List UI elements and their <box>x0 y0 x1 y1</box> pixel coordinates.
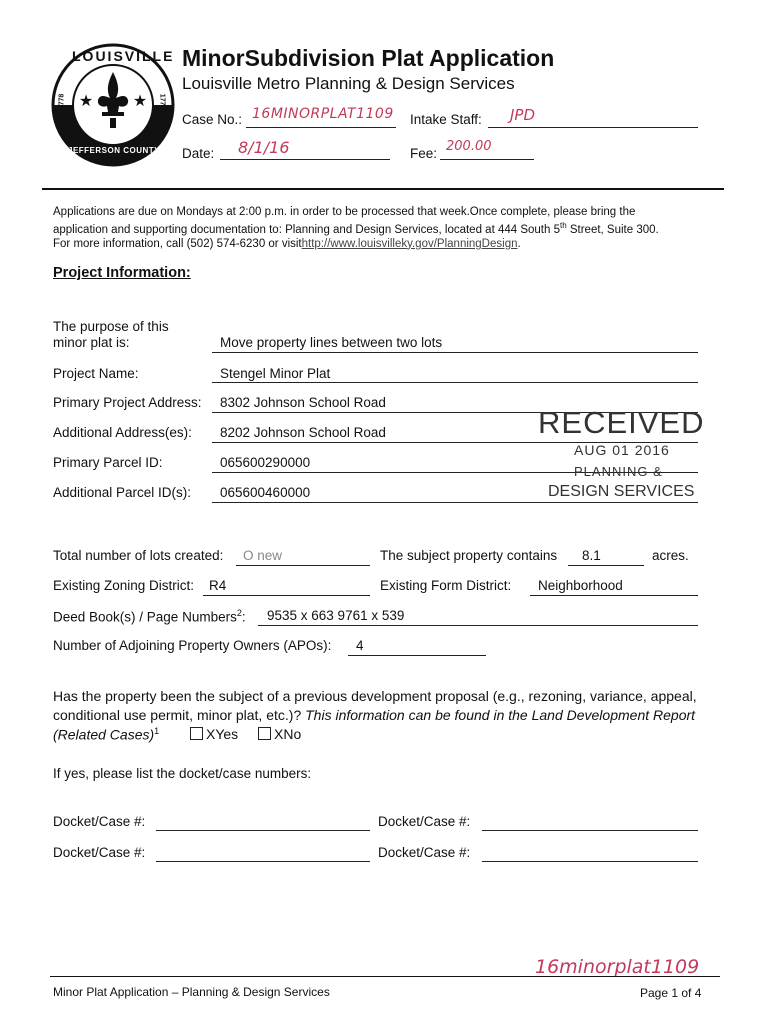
zoning-value[interactable]: R4 <box>209 578 227 593</box>
yes-checkbox[interactable]: XYes <box>190 726 238 742</box>
additional-address-label: Additional Address(es): <box>53 425 192 440</box>
primary-parcel-label: Primary Parcel ID: <box>53 455 163 470</box>
primary-parcel-value[interactable]: 065600290000 <box>220 455 311 470</box>
purpose-label-2: minor plat is: <box>53 335 130 350</box>
zoning-label: Existing Zoning District: <box>53 578 195 593</box>
case-no-label: Case No.: <box>182 112 243 127</box>
no-checkbox-box[interactable] <box>258 727 271 740</box>
subject-property-label: The subject property contains <box>380 548 558 563</box>
seal-year-left: 1778 <box>58 93 66 110</box>
primary-address-label: Primary Project Address: <box>53 395 202 410</box>
docket-label-3: Docket/Case #: <box>53 845 146 860</box>
footer-left: Minor Plat Application – Planning & Design Services <box>53 985 330 999</box>
primary-address-value[interactable]: 8302 Johnson School Road <box>220 395 386 410</box>
intro-line-3: For more information, call (502) 574-6230 or visithttp://www.louisvilleky.gov/PlanningDesign. <box>53 237 521 250</box>
purpose-value[interactable]: Move property lines between two lots <box>220 335 443 350</box>
received-stamp-line-4: DESIGN SERVICES <box>548 483 695 500</box>
intake-staff-value: JPD <box>510 106 536 124</box>
fee-value: 200.00 <box>446 139 492 154</box>
lots-label: Total number of lots created: <box>53 548 224 563</box>
no-checkbox[interactable]: XNo <box>258 726 301 742</box>
previous-question-line-2: conditional use permit, minor plat, etc.)? This information can be found in the Land Development Report <box>53 707 696 723</box>
date-value: 8/1/16 <box>238 138 290 157</box>
docket-label-4: Docket/Case #: <box>378 845 471 860</box>
page-subtitle: Louisville Metro Planning & Design Services <box>182 74 515 93</box>
form-district-label: Existing Form District: <box>380 578 512 593</box>
fee-label: Fee: <box>410 146 438 161</box>
svg-text:★: ★ <box>78 93 94 110</box>
intake-staff-label: Intake Staff: <box>410 112 482 127</box>
lots-value[interactable]: O new <box>243 548 283 563</box>
received-stamp-line-3: PLANNING & <box>574 464 663 479</box>
additional-parcel-value[interactable]: 065600460000 <box>220 485 311 500</box>
docket-field-3[interactable] <box>156 861 370 862</box>
footer-handwritten-case: 16minorplat1109 <box>535 956 700 978</box>
additional-address-value[interactable]: 8202 Johnson School Road <box>220 425 386 440</box>
subject-property-value[interactable]: 8.1 <box>582 548 601 563</box>
seal-top-text: LOUISVILLE <box>72 48 175 64</box>
case-no-value: 16MINORPLAT1109 <box>252 106 394 122</box>
section-title: Project Information: <box>53 265 191 281</box>
additional-parcel-label: Additional Parcel ID(s): <box>53 485 192 500</box>
footer-divider <box>50 976 720 977</box>
city-seal <box>50 42 176 168</box>
intro-text <box>53 205 659 251</box>
yes-checkbox-box[interactable] <box>190 727 203 740</box>
apo-value[interactable]: 4 <box>356 638 364 653</box>
intro-line-1: Applications are due on Mondays at 2:00 p.m. in order to be processed that week.Once complete, please bring the <box>53 206 636 218</box>
docket-list-prompt: If yes, please list the docket/case numbers: <box>53 766 312 781</box>
docket-field-4[interactable] <box>482 861 698 862</box>
docket-field-1[interactable] <box>156 830 370 831</box>
project-name-label: Project Name: <box>53 366 139 381</box>
acres-label: acres. <box>652 548 689 563</box>
header-divider <box>42 188 724 190</box>
deed-value[interactable]: 9535 x 663 9761 x 539 <box>267 608 405 623</box>
previous-question-line-1: Has the property been the subject of a previous development proposal (e.g., rezoning, variance, appeal, <box>53 688 697 704</box>
seal-bottom-text: JEFFERSON COUNTY <box>68 146 161 155</box>
page-title: MinorSubdivision Plat Application <box>182 45 555 71</box>
apo-label: Number of Adjoining Property Owners (APOs): <box>53 638 332 653</box>
previous-question-line-3: (Related Cases)$^1$ <box>53 726 160 743</box>
form-district-value[interactable]: Neighborhood <box>538 578 623 593</box>
svg-text:★: ★ <box>132 93 148 110</box>
received-stamp-line-2: AUG 01 2016 <box>574 442 670 458</box>
docket-label-2: Docket/Case #: <box>378 814 471 829</box>
seal-year-right: 1778 <box>158 93 166 110</box>
deed-label: Deed Book(s) / Page Numbers$^2$: <box>53 608 246 625</box>
footer-page-number: Page 1 of 4 <box>640 986 702 1000</box>
received-stamp-line-1: RECEIVED <box>538 405 705 440</box>
date-label: Date: <box>182 146 215 161</box>
project-name-value[interactable]: Stengel Minor Plat <box>220 366 331 381</box>
intro-line-2: application and supporting documentation to: Planning and Design Services, located at 444 South 5th Street, Suite 300. <box>53 221 659 236</box>
purpose-label-1: The purpose of this <box>53 319 169 334</box>
planning-design-link[interactable]: http://www.louisvilleky.gov/PlanningDesign <box>301 237 518 250</box>
docket-field-2[interactable] <box>482 830 698 831</box>
docket-label-1: Docket/Case #: <box>53 814 146 829</box>
